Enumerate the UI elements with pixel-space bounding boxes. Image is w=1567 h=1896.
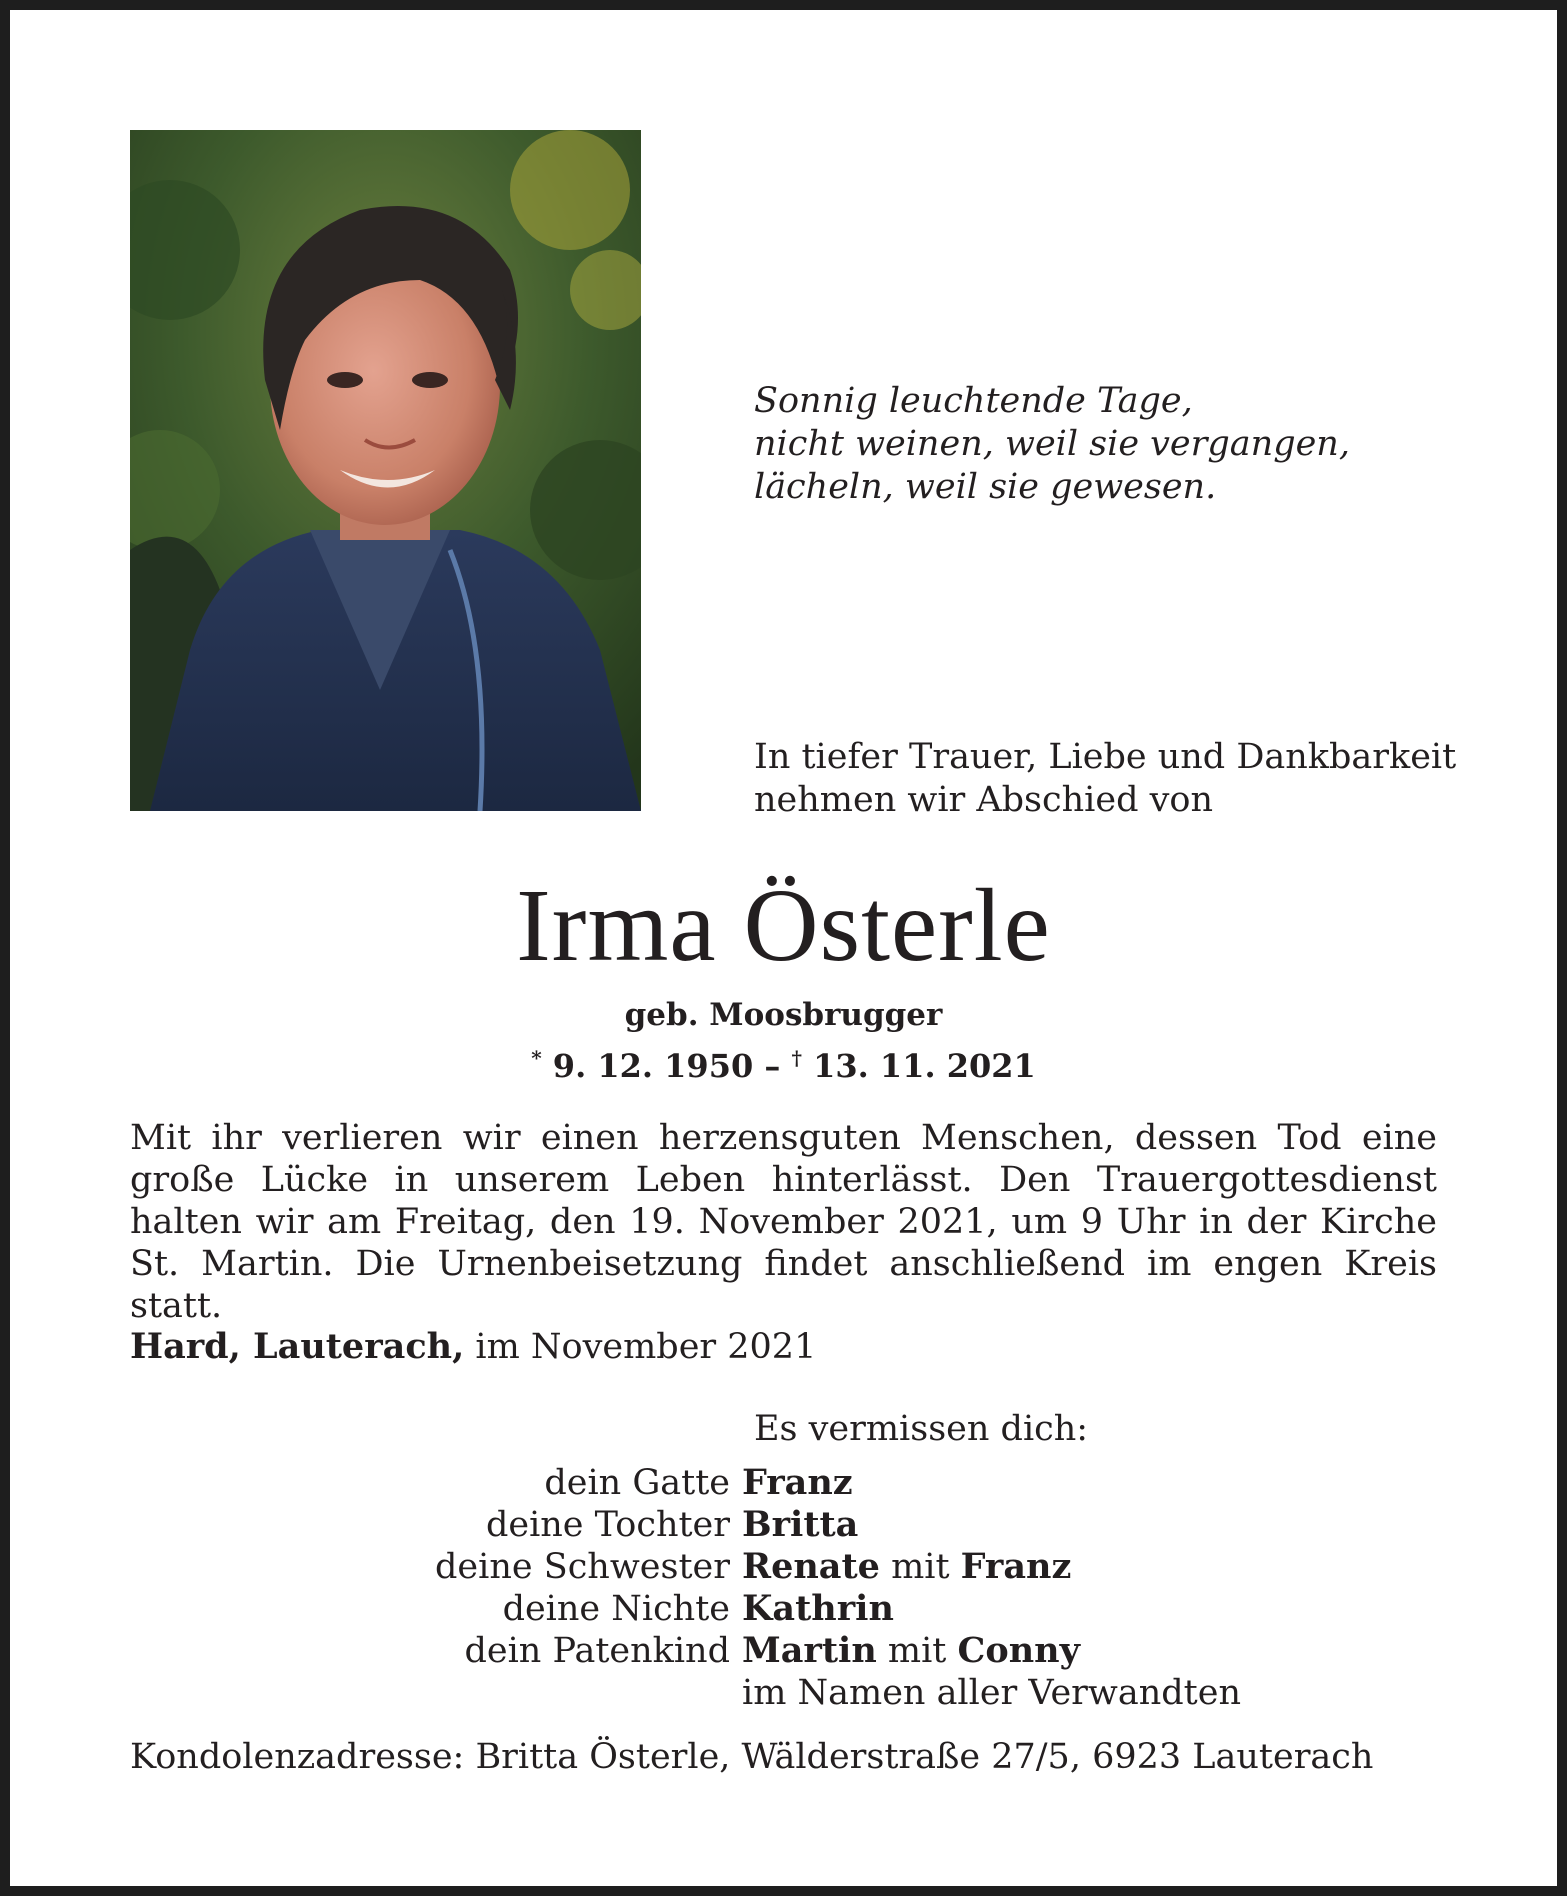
mourner-closing-row xyxy=(130,1672,1437,1714)
life-dates xyxy=(0,1038,1567,1086)
portrait-image xyxy=(130,130,641,811)
announcement-date: im November 2021 xyxy=(475,1327,817,1367)
places: Hard, Lauterach, xyxy=(130,1326,465,1367)
mourner-names xyxy=(742,1630,1080,1672)
mourner-name: Renate xyxy=(742,1546,880,1587)
mourner-relation: dein Gatte xyxy=(544,1463,730,1503)
motto-poem xyxy=(754,380,1350,509)
condolence-address: Kondolenzadresse: Britta Österle, Wälderstraße 27/5, 6923 Lauterach xyxy=(130,1737,1374,1777)
date-separator: – xyxy=(764,1047,781,1085)
mourner-names xyxy=(742,1504,858,1546)
mourner-row xyxy=(130,1462,1437,1504)
mourner-relation: dein Patenkind xyxy=(464,1631,730,1671)
mourner-row xyxy=(130,1630,1437,1672)
mourner-name: Franz xyxy=(742,1462,853,1503)
mourner-row xyxy=(130,1504,1437,1546)
mourner-names xyxy=(742,1588,894,1630)
death-date: 13. 11. 2021 xyxy=(813,1047,1036,1085)
intro-line-1: In tiefer Trauer, Liebe und Dankbarkeit xyxy=(754,737,1457,777)
motto-line-1: Sonnig leuchtende Tage, xyxy=(754,381,1193,421)
mourner-connector: mit xyxy=(891,1547,950,1587)
mourners-heading: Es vermissen dich: xyxy=(754,1409,1089,1449)
mourner-relation: deine Tochter xyxy=(485,1505,730,1545)
mourner-relation-empty xyxy=(130,1672,742,1714)
farewell-intro xyxy=(754,736,1456,822)
intro-line-2: nehmen wir Abschied von xyxy=(754,780,1213,820)
place-date xyxy=(130,1325,816,1369)
birth-name: geb. Moosbrugger xyxy=(624,997,943,1033)
mourner-relation: deine Nichte xyxy=(502,1589,730,1629)
deceased-name: Irma Österle xyxy=(516,868,1051,983)
mourner-names xyxy=(742,1546,1071,1588)
death-symbol: † xyxy=(791,1046,802,1070)
funeral-announcement: Mit ihr verlieren wir einen herzensguten Menschen, dessen Tod eine große Lücke in unserem Leben hinterlässt. Den Trauergottesdienst halten wir am Freitag, den 19. November 2021, um 9 Uhr in der Kirche St. Martin. Die Urnenbeisetzung findet anschließend im engen Kreis statt. xyxy=(130,1118,1437,1326)
mourner-name: Martin xyxy=(742,1630,877,1671)
mourner-row xyxy=(130,1588,1437,1630)
mourner-partner: Franz xyxy=(960,1546,1072,1587)
mourner-connector: mit xyxy=(887,1631,947,1671)
portrait-photo xyxy=(130,130,641,811)
mourner-relation: deine Schwester xyxy=(435,1547,730,1587)
birth-symbol: * xyxy=(531,1046,542,1070)
mourner-name: Britta xyxy=(742,1504,859,1545)
mourner-closing: im Namen aller Verwandten xyxy=(742,1673,1241,1713)
mourners-list xyxy=(130,1462,1437,1714)
motto-line-2: nicht weinen, weil sie vergangen, xyxy=(754,424,1350,464)
mourner-name: Kathrin xyxy=(742,1588,894,1629)
mourner-partner: Conny xyxy=(957,1630,1080,1671)
mourner-row xyxy=(130,1546,1437,1588)
mourner-names xyxy=(742,1462,853,1504)
motto-line-3: lächeln, weil sie gewesen. xyxy=(754,467,1217,507)
birth-date: 9. 12. 1950 xyxy=(552,1047,754,1085)
